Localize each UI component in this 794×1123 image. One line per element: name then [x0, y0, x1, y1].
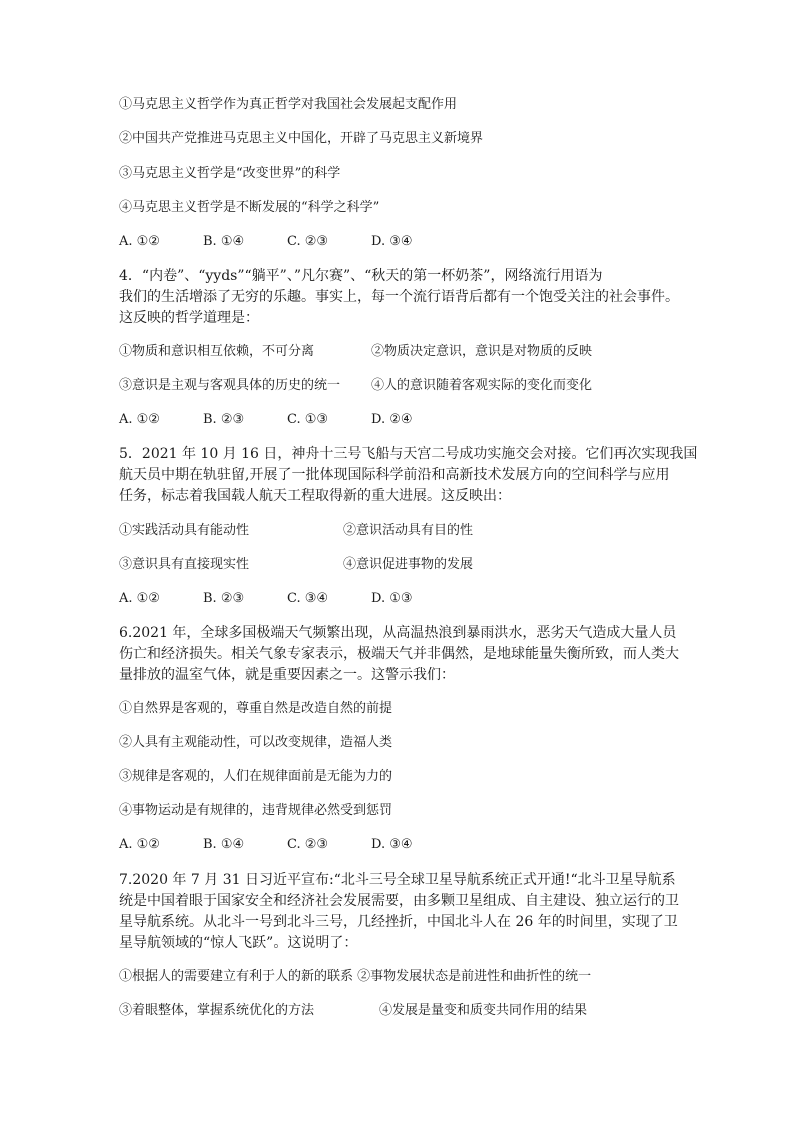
- q5-item-1: ①实践活动具有能动性: [119, 523, 250, 538]
- q5-item-2: ②意识活动具有目的性: [343, 523, 474, 538]
- q6-option-c[interactable]: C. ②③: [287, 837, 329, 852]
- q6-stem-line: 伤亡和经济损失。相关气象专家表示，极端天气并非偶然，是地球能量失衡所致，而人类大: [119, 646, 679, 662]
- q6-option-a[interactable]: A. ①②: [119, 837, 160, 852]
- q3-item-2: ②中国共产党推进马克思主义中国化，开辟了马克思主义新境界: [119, 131, 484, 146]
- q4-stem-line: 我们的生活增添了无穷的乐趣。事实上，每一个流行语背后都有一个饱受关注的社会事件。: [119, 289, 679, 305]
- q4-stem-line: 这反映的哲学道理是：: [119, 310, 259, 326]
- q4-item-2: ②物质决定意识，意识是对物质的反映: [371, 344, 593, 359]
- q5-stem-line: 任务，标志着我国载人航天工程取得新的重大进展。这反映出：: [119, 488, 511, 504]
- q5-item-4: ④意识促进事物的发展: [343, 557, 474, 572]
- q3-option-a[interactable]: A. ①②: [119, 234, 160, 249]
- q6-options: [119, 836, 455, 854]
- q7-item-4: ④发展是量变和质变共同作用的结果: [379, 1003, 588, 1018]
- q5-stem-line: 5．2021 年 10 月 16 日，神舟十三号飞船与天宫二号成功实施交会对接。它们再次实现我国: [119, 446, 698, 462]
- q6-stem: [119, 623, 679, 686]
- q6-stem-line: 6.2021 年，全球多国极端天气频繁出现，从高温热浪到暴雨洪水，恶劣天气造成大量人员: [119, 625, 677, 641]
- q4-stem: [119, 266, 679, 329]
- q4-item-4: ④人的意识随着客观实际的变化而变化: [371, 378, 593, 393]
- q7-stem-line: 星导航系统。从北斗一号到北斗三号，几经挫折，中国北斗人在 26 年的时间里，实现了卫: [119, 914, 678, 930]
- q3-options: [119, 233, 455, 251]
- q7-stem-line: 7.2020 年 7 月 31 日习近平宣布:“北斗三号全球卫星导航系统正式开通!“北斗卫星导航系: [119, 872, 676, 888]
- q4-option-c[interactable]: C. ①③: [287, 412, 329, 427]
- q6-stem-line: 量排放的温室气体，就是重要因素之一。这警示我们：: [119, 667, 455, 683]
- q3-option-c[interactable]: C. ②③: [287, 234, 329, 249]
- q5-option-c[interactable]: C. ③④: [287, 591, 329, 606]
- q7-stem-line: 统是中国着眼于国家安全和经济社会发展需要，由多颗卫星组成、自主建设、独立运行的卫: [119, 893, 679, 909]
- q7-item-3: ③着眼整体，掌握系统优化的方法: [119, 1003, 315, 1018]
- q5-item-3: ③意识具有直接现实性: [119, 557, 250, 572]
- q3-item-1: ①马克思主义哲学作为真正哲学对我国社会发展起支配作用: [119, 97, 458, 112]
- q6-item-2: ②人具有主观能动性，可以改变规律，造福人类: [119, 735, 393, 750]
- q5-stem: [119, 444, 698, 507]
- q7-stem-line: 星导航领域的“惊人飞跃”。这说明了：: [119, 935, 358, 951]
- q4-option-a[interactable]: A. ①②: [119, 412, 160, 427]
- q6-item-3: ③规律是客观的，人们在规律面前是无能为力的: [119, 769, 393, 784]
- q6-item-1: ①自然界是客观的，尊重自然是改造自然的前提: [119, 701, 393, 716]
- q4-option-d[interactable]: D. ②④: [371, 412, 413, 427]
- q3-option-d[interactable]: D. ③④: [371, 234, 413, 249]
- q6-option-b[interactable]: B. ①④: [203, 837, 245, 852]
- q5-option-b[interactable]: B. ②③: [203, 591, 245, 606]
- q4-item-1: ①物质和意识相互依赖，不可分离: [119, 344, 315, 359]
- q4-stem-line: 4．“内卷”、“yyds”“躺平”、”凡尔赛”、“秋天的第一杯奶茶”，网络流行用语为: [119, 268, 603, 284]
- q4-options: [119, 411, 455, 429]
- q5-option-d[interactable]: D. ①③: [371, 591, 413, 606]
- q6-option-d[interactable]: D. ③④: [371, 837, 413, 852]
- q5-option-a[interactable]: A. ①②: [119, 591, 160, 606]
- q3-option-b[interactable]: B. ①④: [203, 234, 245, 249]
- q5-stem-line: 航天员中期在轨驻留,开展了一批体现国际科学前沿和高新技术发展方向的空间科学与应用: [119, 467, 670, 483]
- q7-item-1-2: ①根据人的需要建立有利于人的新的联系 ②事物发展状态是前进性和曲折性的统一: [119, 969, 592, 984]
- q3-item-3: ③马克思主义哲学是“改变世界”的科学: [119, 166, 341, 181]
- q4-item-3: ③意识是主观与客观具体的历史的统一: [119, 378, 341, 393]
- q4-option-b[interactable]: B. ②③: [203, 412, 245, 427]
- q5-options: [119, 590, 455, 608]
- q3-item-4: ④马克思主义哲学是不断发展的“科学之科学”: [119, 200, 380, 215]
- q7-stem: [119, 870, 679, 954]
- q6-item-4: ④事物运动是有规律的，违背规律必然受到惩罚: [119, 803, 393, 818]
